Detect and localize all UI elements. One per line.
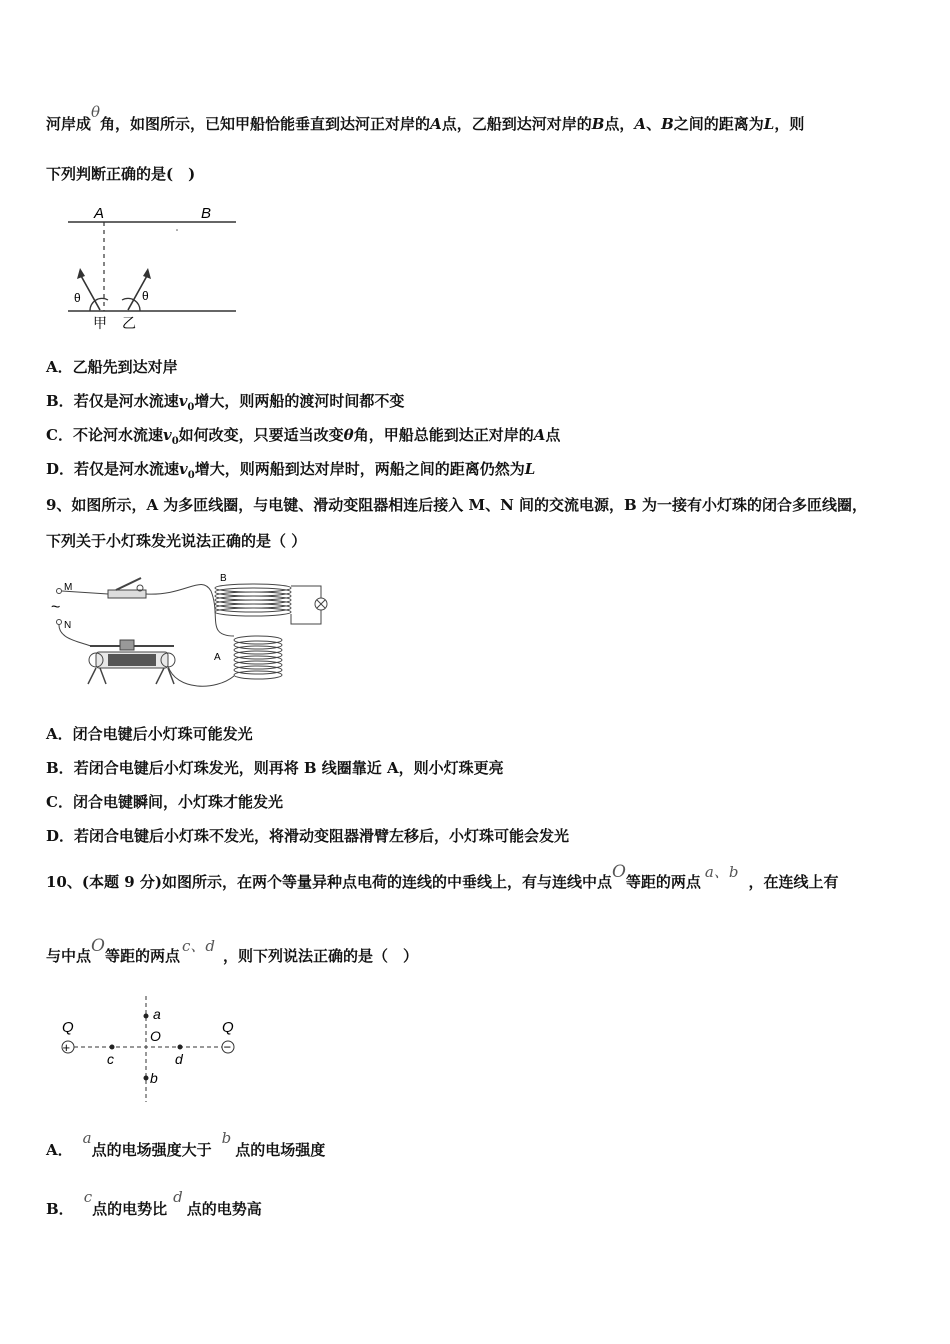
wire: [168, 666, 234, 686]
point-c-label: c: [107, 1051, 114, 1067]
points-cd-symbol: c、d: [181, 937, 215, 955]
q8-option-a: A．乙船先到达对岸: [46, 358, 178, 376]
point-o-label: O: [150, 1028, 161, 1044]
q8-option-b: B．若仅是河水流速$v_0$增大，则两船的渡河时间都不变: [46, 392, 405, 413]
q8-river-figure: [60, 200, 245, 335]
q8-stem-text: 角，如图所示，已知甲船恰能垂直到达河正对岸的: [100, 115, 431, 133]
point-c-dot: [110, 1045, 115, 1050]
point-a-label: A: [634, 115, 647, 133]
coil-b: [215, 584, 291, 616]
separator: 、: [646, 115, 662, 133]
q8-stem-text: ，则: [774, 115, 805, 133]
point-d-dot: [178, 1045, 183, 1050]
point-d-label: d: [175, 1051, 183, 1067]
lamp-wire: [291, 610, 321, 624]
theta-symbol: θ: [91, 103, 101, 121]
jia-arrowhead: [77, 268, 85, 279]
terminal-m: [57, 589, 62, 594]
figure-label-a: A: [94, 205, 105, 222]
q8-stem-text: 点，乙船到达河对岸的: [441, 115, 592, 133]
q9-option-d: D．若闭合电键后小灯珠不发光，将滑动变阻器滑臂左移后，小灯珠可能会发光: [46, 827, 570, 845]
figure-theta-left: θ: [74, 291, 81, 305]
point-a-label: a: [153, 1006, 161, 1022]
q10-stem-line2: 与中点O等距的两点c、d，则下列说法正确的是（ ）: [46, 936, 418, 965]
q8-stem-text: 点，: [604, 115, 635, 133]
q8-stem-text: 河岸成: [46, 115, 92, 133]
ac-source-symbol: ~: [51, 599, 61, 616]
point-a-label: A: [430, 115, 442, 133]
jia-velocity-arrow: [80, 274, 100, 310]
q8-stem-line1: [46, 103, 805, 134]
q10-option-a: A．a点的电场强度大于b点的电场强度: [46, 1129, 326, 1159]
minus-sign: −: [223, 1039, 232, 1055]
figure-label-m: M: [64, 582, 73, 593]
figure-theta-right: θ: [142, 289, 149, 303]
q9-option-c: C．闭合电键瞬间，小灯珠才能发光: [46, 793, 283, 811]
q10-charges-figure: [56, 994, 246, 1104]
figure-label-jia: 甲: [93, 315, 107, 331]
plus-sign: +: [62, 1040, 71, 1055]
q9-circuit-figure: [46, 566, 336, 696]
point-o-symbol: O: [91, 936, 105, 956]
q8-option-d: D．若仅是河水流速$v_0$增大，则两船到达对岸时，两船之间的距离仍然为L: [46, 460, 536, 481]
q8-stem-line2: 下列判断正确的是( ): [46, 165, 196, 183]
point-b-label: B: [591, 115, 605, 133]
q9-stem-line2: 下列关于小灯珠发光说法正确的是（ ）: [46, 532, 307, 550]
q9-option-a: A．闭合电键后小灯珠可能发光: [46, 725, 253, 743]
q8-option-c: C．不论河水流速$v_0$如何改变，只要适当改变θ角，甲船总能到达正对岸的A点: [46, 426, 561, 447]
coil-a: [234, 636, 282, 679]
figure-label-yi: 乙: [122, 315, 136, 331]
q10-option-b: B．c点的电势比d点的电势高: [46, 1188, 262, 1218]
stray-dot: [176, 229, 178, 231]
yi-arrowhead: [143, 268, 151, 279]
q8-stem-text: 之间的距离为: [673, 115, 764, 133]
terminal-n: [57, 620, 62, 625]
q10-stem-line1: 10、(本题 9 分)如图所示，在两个等量异种点电荷的连线的中垂线上，有与连线中点O等距的两点a、b，在连线上有: [46, 862, 839, 891]
q9-option-b: B．若闭合电键后小灯珠发光，则再将 B 线圈靠近 A，则小灯珠更亮: [46, 759, 504, 777]
point-b-label: B: [661, 115, 674, 133]
charge-label-left: Q: [62, 1019, 74, 1036]
figure-label-n: N: [64, 620, 72, 631]
point-b-label: b: [150, 1070, 158, 1086]
points-ab-symbol: a、b: [704, 863, 739, 881]
distance-l-label: L: [763, 115, 775, 133]
figure-label-b: B: [201, 205, 212, 222]
figure-label-coil-a: A: [214, 652, 221, 663]
lamp-wire: [291, 586, 321, 598]
figure-label-coil-b: B: [220, 573, 227, 584]
charge-label-right: Q: [222, 1019, 234, 1036]
point-b-dot: [144, 1076, 149, 1081]
point-o-symbol: O: [611, 862, 626, 882]
point-a-dot: [144, 1014, 149, 1019]
sliding-rheostat: [88, 640, 175, 684]
q9-stem-line1: 9、如图所示，A 为多匝线圈，与电键、滑动变阻器相连后接入 M、N 间的交流电源，B 为一接有小灯珠的闭合多匝线圈，: [46, 496, 867, 514]
